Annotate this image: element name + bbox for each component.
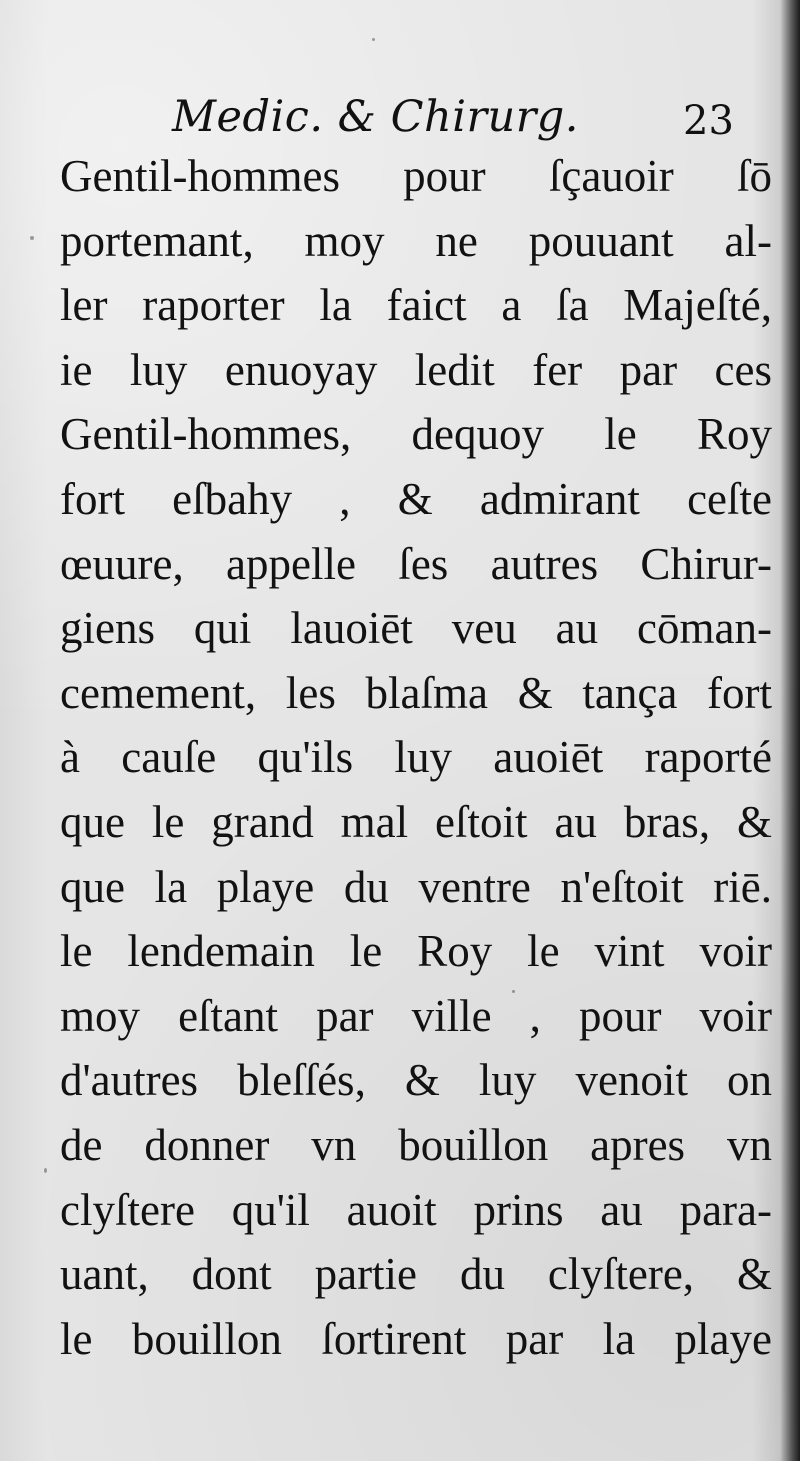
text-line: uant, dont partie du clyſtere, &: [60, 1249, 772, 1300]
paper-speck: [512, 990, 515, 993]
text-line: que le grand mal eſtoit au bras, &: [60, 796, 772, 847]
text-line: ler raporter la faict a ſa Majeſté,: [60, 280, 772, 331]
text-line: que la playe du ventre n'eſtoit riē.: [60, 861, 772, 912]
page-number: 23: [683, 98, 734, 144]
text-line: le bouillon ſortirent par la playe: [60, 1313, 772, 1364]
running-head-title: Medic. & Chirurg.: [172, 92, 579, 142]
text-line: à cauſe qu'ils luy auoiēt raporté: [60, 732, 772, 783]
text-line: cemement, les blaſma & tança fort: [60, 667, 772, 718]
paper-speck: [44, 1168, 47, 1173]
text-line: d'autres bleſſés, & luy venoit on: [60, 1055, 772, 1106]
text-line: ie luy enuoyay ledit fer par ces: [60, 344, 772, 395]
text-line: clyſtere qu'il auoit prins au para-: [60, 1184, 772, 1235]
body-text: [60, 144, 772, 1371]
text-line: fort eſbahy , & admirant ceſte: [60, 473, 772, 524]
text-line: Gentil-hommes, dequoy le Roy: [60, 409, 772, 460]
text-line: portemant, moy ne pouuant al-: [60, 215, 772, 266]
text-line: moy eſtant par ville , pour voir: [60, 990, 772, 1041]
text-line: le lendemain le Roy le vint voir: [60, 926, 772, 977]
text-line: giens qui lauoiēt veu au cōman-: [60, 603, 772, 654]
page-edge-shadow: [780, 0, 800, 1461]
text-line: Gentil-hommes pour ſçauoir ſō: [60, 151, 772, 201]
text-line: de donner vn bouillon apres vn: [60, 1119, 772, 1170]
text-line: œuure, appelle ſes autres Chirur-: [60, 538, 772, 589]
paper-speck: [372, 38, 375, 41]
running-head: [0, 82, 800, 152]
paper-speck: [30, 236, 34, 240]
